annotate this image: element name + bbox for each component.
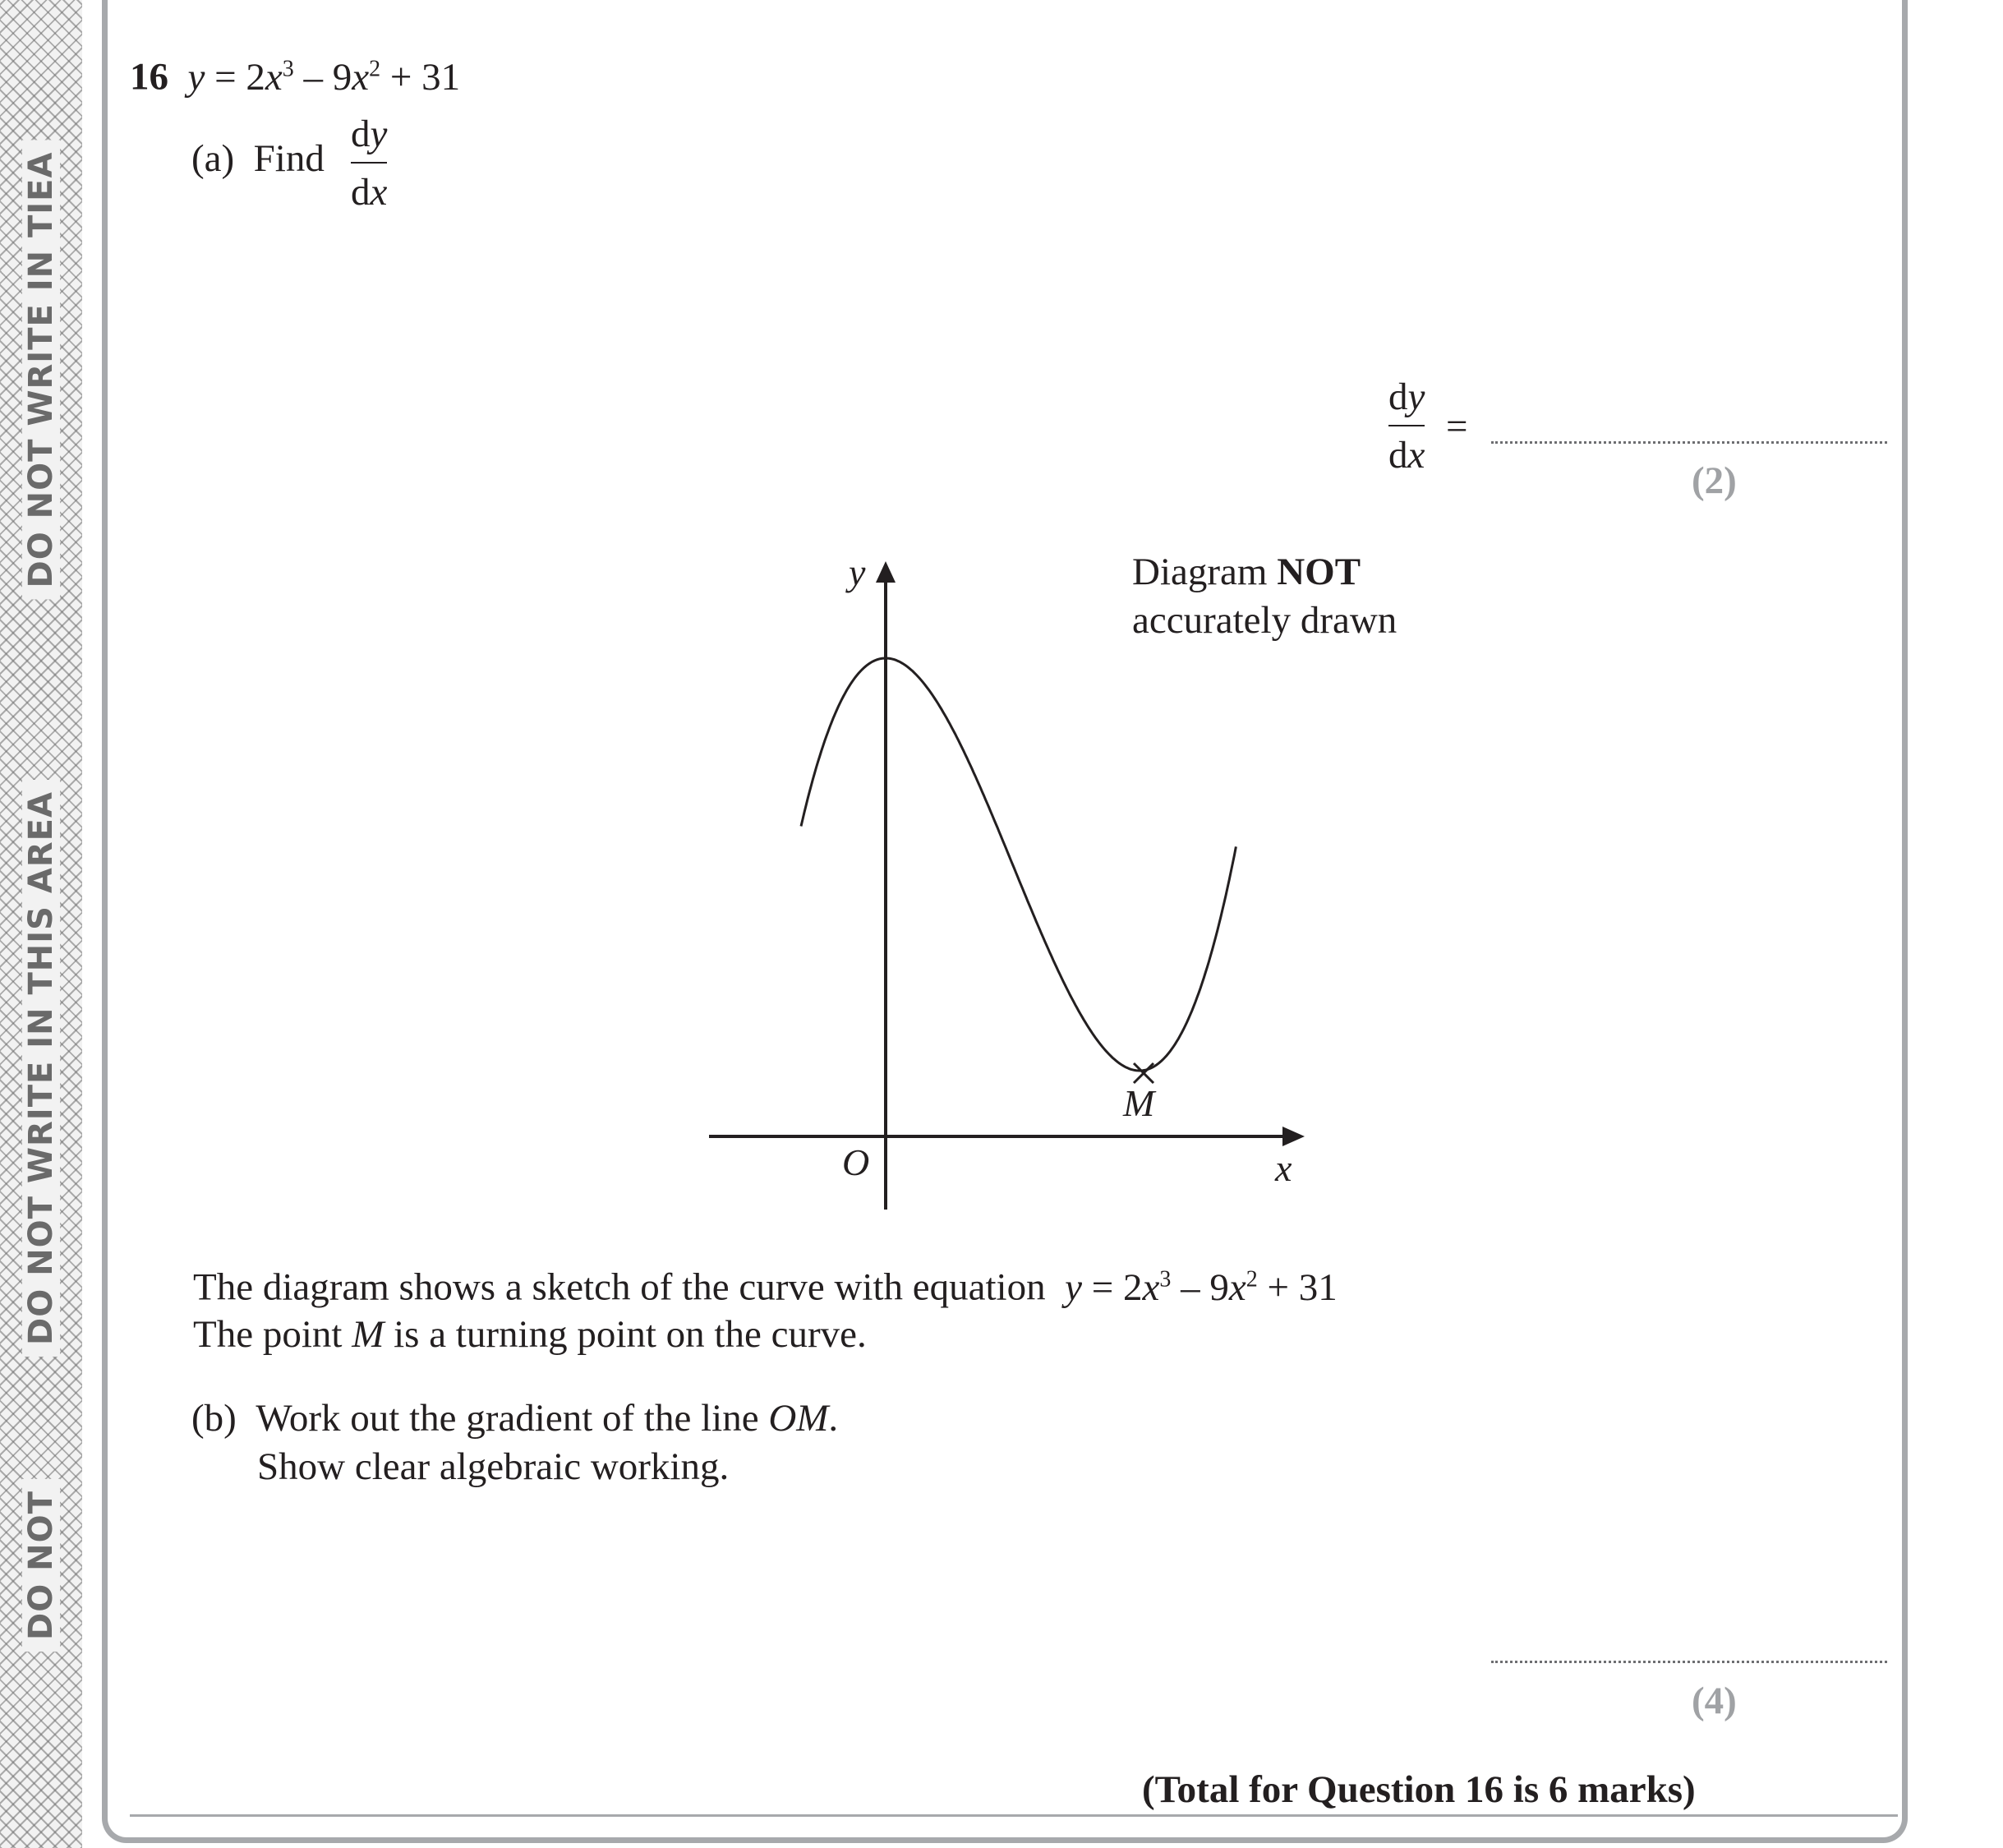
y-axis-label: y [849,551,866,593]
part-b-line-1: (b) Work out the gradient of the line OM. [191,1397,839,1440]
part-b-line-2: Show clear algebraic working. [257,1445,730,1488]
x-axis-arrow [1282,1127,1305,1146]
part-b-answer-line[interactable] [1491,1661,1887,1663]
point-m-marker [1134,1063,1153,1083]
origin-label: O [842,1141,870,1183]
margin-warning-2: DO NOT WRITE IN THIS AREA [22,780,60,1357]
y-axis-arrow [876,561,896,583]
stem-equation: $y = 2x^3 - 9x^2 + 31$ [1065,1265,1338,1309]
x-axis-label: x [1275,1147,1292,1189]
margin-warning-1: DO NOT WRITE IN TIEA [22,141,60,600]
part-a-equals: = [1446,405,1468,448]
question-number: 16 [130,55,168,99]
part-a-marks: (2) [1692,459,1737,502]
part-b-marks: (4) [1692,1680,1737,1722]
bottom-rule [130,1814,1898,1817]
part-b-label: (b) [191,1397,237,1440]
margin-warning-3: DO NOT [22,1479,60,1652]
diagram-note-line1: Diagram NOT [1132,551,1361,593]
part-a-text: Find [253,137,325,180]
diagram-note-line2: accurately drawn [1132,599,1397,642]
part-a-derivative: dy dx [351,113,388,214]
question-equation: $y = 2x^3 - 9x^2 + 31$ [187,55,461,99]
stem-line-1: The diagram shows a sketch of the curve with equation $y = 2x^3 - 9x^2 + 31$ [193,1265,1338,1309]
part-a-label: (a) [191,137,235,180]
part-a-answer-derivative: dy dx [1388,376,1425,477]
stem-line-2: The point M is a turning point on the curve. [193,1313,867,1356]
cubic-curve [801,658,1236,1071]
point-m-label: M [1123,1082,1155,1124]
question-total: (Total for Question 16 is 6 marks) [1142,1768,1696,1811]
